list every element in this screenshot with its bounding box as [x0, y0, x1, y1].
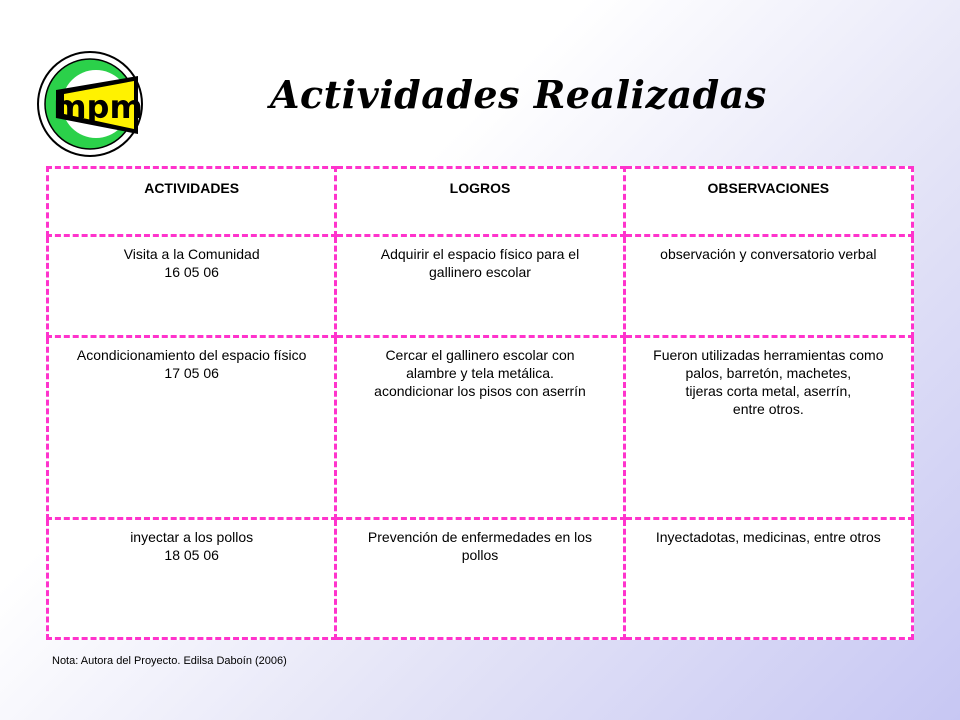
- cell-line: entre otros.: [732, 400, 804, 417]
- cell-line: palos, barretón, machetes,: [685, 364, 852, 381]
- cell-logro: [336, 519, 624, 639]
- cell-line: observación y conversatorio verbal: [660, 246, 877, 263]
- cell-line: tijeras corta metal, aserrín,: [685, 382, 852, 399]
- cell-logro: [336, 236, 624, 336]
- cell-line: Visita a la Comunidad: [123, 246, 260, 263]
- table-row: [48, 519, 913, 639]
- header-logros: LOGROS: [336, 168, 624, 236]
- header-actividades: ACTIVIDADES: [48, 168, 336, 236]
- cell-line: alambre y tela metálica.: [406, 364, 554, 381]
- cell-line: Adquirir el espacio físico para el: [380, 246, 580, 263]
- cell-line: Inyectadotas, medicinas, entre otros: [655, 529, 881, 546]
- source-note: Nota: Autora del Proyecto. Edilsa Daboín (2006): [52, 655, 287, 667]
- cell-line: inyectar a los pollos: [130, 529, 254, 546]
- cell-actividad: [48, 519, 336, 639]
- mpm-logo: [34, 48, 146, 160]
- cell-actividad: [48, 236, 336, 336]
- cell-actividad: [48, 336, 336, 519]
- cell-line: gallinero escolar: [429, 264, 531, 281]
- cell-line: Cercar el gallinero escolar con: [385, 346, 575, 363]
- cell-date: 17 05 06: [164, 364, 219, 381]
- logo-lettering: mpm: [53, 88, 143, 126]
- cell-observacion: [624, 236, 912, 336]
- cell-line: acondicionar los pisos con aserrín: [374, 382, 586, 399]
- header-observaciones: OBSERVACIONES: [624, 168, 912, 236]
- cell-line: pollos: [461, 547, 499, 564]
- slide-title: Actividades Realizadas: [270, 72, 767, 117]
- cell-line: Fueron utilizadas herramientas como: [653, 346, 884, 363]
- cell-date: 16 05 06: [164, 264, 219, 281]
- cell-observacion: [624, 336, 912, 519]
- cell-date: 18 05 06: [164, 547, 219, 564]
- cell-logro: [336, 336, 624, 519]
- table-row: [48, 336, 913, 519]
- table-row: [48, 236, 913, 336]
- cell-line: Acondicionamiento del espacio físico: [76, 346, 307, 363]
- activities-table: [46, 166, 914, 640]
- cell-observacion: [624, 519, 912, 639]
- cell-line: Prevención de enfermedades en los: [367, 529, 593, 546]
- table-header-row: [48, 168, 913, 236]
